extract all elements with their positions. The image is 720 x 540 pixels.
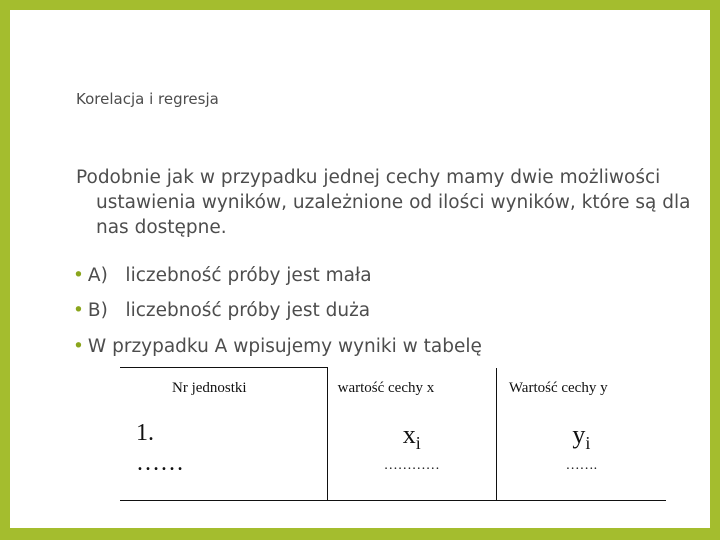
x-subscript: i (415, 433, 421, 453)
slide-title: Korelacja i regresja (76, 90, 219, 108)
x-variable: x (402, 420, 416, 449)
row-number-1: 1. (136, 420, 154, 446)
bullet-dot-icon: • (73, 300, 84, 321)
bullet-item-a (73, 265, 372, 286)
bullet-item-b (73, 300, 370, 321)
table-row (120, 412, 666, 501)
cell-row-numbers (120, 412, 327, 501)
table-header-row (120, 368, 666, 413)
bullet-text: A) liczebność próby jest mała (87, 265, 372, 286)
bullet-item-w (73, 336, 482, 357)
slide (10, 10, 710, 528)
row-number-dots: …… (136, 450, 184, 476)
intro-paragraph: Podobnie jak w przypadku jednej cechy mamy dwie możliwości ustawienia wyników, uzależnione od ilości wyników, które są dla nas dostępne. (76, 167, 691, 238)
header-wartosc-x: wartość cechy x (327, 368, 496, 413)
x-dots: ………… (383, 458, 440, 473)
header-wartosc-y: Wartość cechy y (508, 379, 608, 396)
y-dots: ……. (565, 458, 598, 473)
cell-x-values (327, 412, 496, 501)
y-variable: y (572, 420, 586, 449)
y-subscript: i (585, 433, 591, 453)
bullet-dot-icon: • (73, 336, 84, 357)
bullet-text: B) liczebność próby jest duża (87, 300, 371, 321)
bullet-text: W przypadku A wpisujemy wyniki w tabelę (87, 336, 482, 357)
header-nr-jednostki: Nr jednostki (120, 368, 327, 413)
results-table (120, 367, 666, 501)
bullet-dot-icon: • (73, 265, 84, 286)
cell-y-values (496, 412, 666, 501)
